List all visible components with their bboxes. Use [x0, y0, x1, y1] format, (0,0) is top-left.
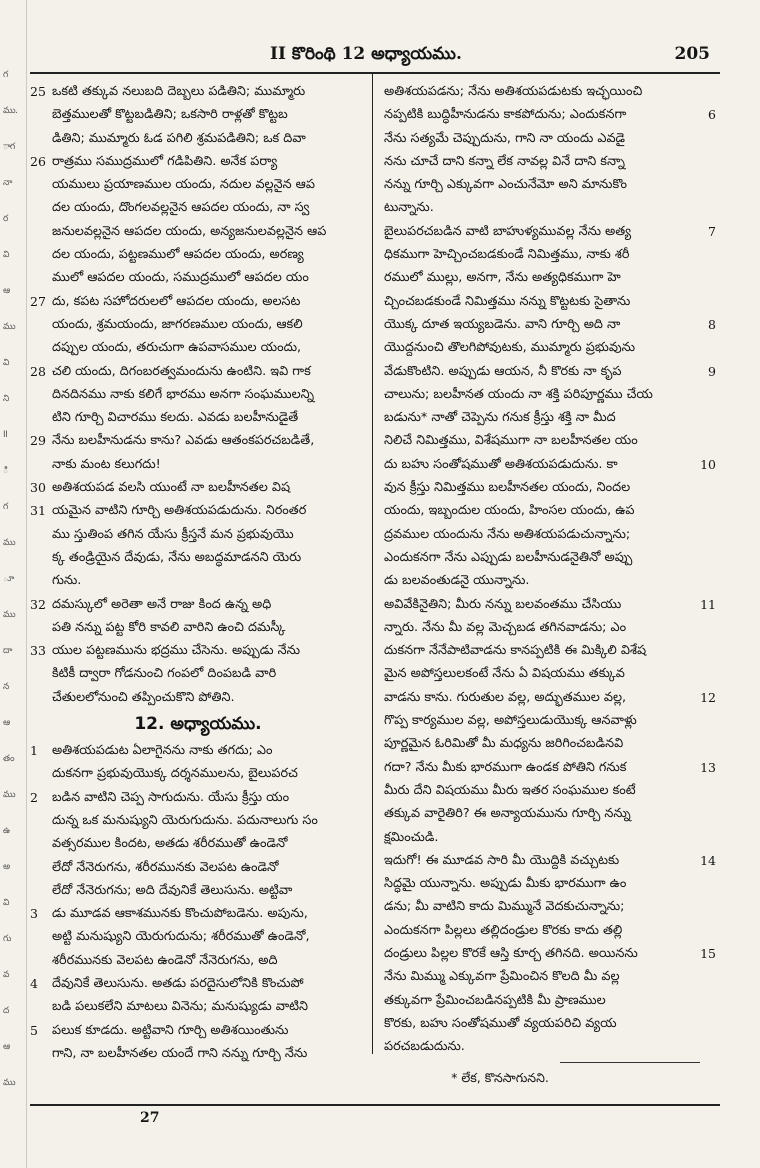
- text-line: [30, 1042, 366, 1065]
- text-line: [380, 593, 716, 616]
- verse-text: దల యందు, పట్టణములో ఆపదల యందు, అరణ్య: [52, 247, 304, 263]
- margin-fragment: ము: [3, 790, 16, 800]
- text-line: [380, 802, 716, 825]
- verse-text: వేడుకొంటిని. అప్పుడు ఆయన, నీ కొరకు నా కృప: [384, 363, 622, 379]
- text-line: [30, 569, 366, 592]
- page-header: [30, 40, 720, 70]
- text-line: [380, 360, 716, 383]
- margin-fragment: నా: [3, 178, 12, 188]
- verse-text: డితిని; ముమ్మారు ఓడ పగిలి శ్రమపడితిని; ఒక దివా: [52, 130, 306, 146]
- text-line: [380, 499, 716, 522]
- margin-fragment: గు: [3, 934, 11, 944]
- margin-fragment: ాగ: [3, 142, 15, 152]
- verse-text: క్క తండ్రియైన దేవుడు, నేను అబద్ధమాడనని యెరు: [52, 549, 302, 565]
- text-line: [380, 989, 716, 1012]
- margin-fragment: గ: [3, 70, 8, 80]
- text-line: [30, 902, 366, 925]
- page-number: 205: [674, 44, 710, 64]
- verse-number: 15: [700, 945, 716, 961]
- margin-fragment: ము: [3, 1078, 16, 1088]
- verse-text: యొక్క దూత ఇయ్యబడెను. వాని గూర్చి అది నా: [384, 316, 621, 332]
- text-line: [30, 453, 366, 476]
- text-line: [380, 220, 716, 243]
- text-line: [380, 942, 716, 965]
- verse-text: బడి పలుకలేని మాటలు వినెను; మనుష్యుడు వాటిని: [52, 999, 308, 1015]
- left-column: [30, 80, 366, 1061]
- text-line: [30, 972, 366, 995]
- text-line: [380, 1012, 716, 1035]
- text-line: [30, 150, 366, 173]
- verse-text: బైలుపరచబడిన వాటి బాహుళ్యమువల్ల నేను అత్య: [384, 223, 632, 239]
- text-line: [380, 453, 716, 476]
- verse-text: ము స్తుతింప తగిన యేసు క్రీస్తనే మన ప్రభువుయొ: [52, 526, 294, 542]
- margin-fragment: తం: [3, 754, 15, 764]
- verse-number: 10: [700, 456, 716, 472]
- verse-text: డు మూడవ ఆకాశమునకు కొంచుపోబడెను. అపును,: [52, 906, 308, 922]
- verse-text: పూర్ణమైన ఓరిమితో మీ మధ్యను జరిగించబడినవి: [384, 736, 624, 752]
- text-line: [30, 196, 366, 219]
- text-line: [30, 786, 366, 809]
- verse-text: ఎందుకనగా నేను ఎప్పుడు బలహీనుడనైతినో అప్పు: [384, 549, 633, 565]
- text-line: [30, 313, 366, 336]
- verse-text: యొద్దనుంచి తొలగిపోవుటకు, ముమ్మారు ప్రభువును: [384, 340, 636, 356]
- margin-fragment: ఆ: [3, 286, 10, 296]
- verse-text: గొప్ప కార్యముల వల్ల, అపోస్తలుడుయొక్క ఆనవాళ్లు: [384, 713, 637, 729]
- verse-number: 26: [30, 153, 46, 169]
- verse-number: 14: [700, 852, 716, 868]
- margin-fragment: ర: [3, 214, 8, 224]
- verse-text: దు బహు సంతోషముతో అతిశయపడుదును. కా: [384, 456, 618, 472]
- verse-text: కొరకు, బహు సంతోషముతో వ్యయపరిచి వ్యయ: [384, 1015, 617, 1031]
- verse-text: శరీరమునకు వెలపట ఉండెనో నేనెరుగను, అది: [52, 952, 278, 968]
- text-line: [30, 809, 366, 832]
- text-line: [380, 429, 716, 452]
- verse-text: యములు ప్రయాణముల యందు, నదుల వల్లనైన ఆప: [52, 177, 315, 193]
- verse-text: చలి యందు, దిగంబరత్వమందును ఉంటిని. ఇవి గాక: [52, 363, 311, 379]
- verse-text: క్షమించుడి.: [384, 829, 439, 845]
- verse-text: లేదో నేనెరుగను; అది దేవునికే తెలుసును. అట్టివా: [52, 882, 293, 898]
- text-line: [380, 895, 716, 918]
- verse-text: తక్కువగా ప్రేమించబడినప్పటికి మీ ప్రాణముల: [384, 992, 606, 1008]
- verse-number: 3: [30, 906, 38, 922]
- verse-text: మైన అపోస్తలులకంటే నేను ఏ విషయము తక్కువ: [384, 666, 625, 682]
- footer-rule: [30, 1104, 720, 1106]
- verse-text: అట్టి మనుష్యుని యెరుగుదును; శరీరముతో ఉండెనో,: [52, 929, 310, 945]
- verse-text: అవివేకినైతిని; మీరు నన్ను బలవంతము చేసియు: [384, 596, 622, 612]
- verse-text: యమైన వాటిని గూర్చి అతిశయపడుదును. నిరంతర: [52, 503, 307, 519]
- text-line: [380, 476, 716, 499]
- running-title: II కొరింథి 12 అధ్యాయము.: [270, 44, 462, 64]
- text-line: [30, 383, 366, 406]
- verse-number: 31: [30, 503, 46, 519]
- verse-text: నిలిచే నిమిత్తము, విశేషముగా నా బలహీనతల యం: [384, 433, 638, 449]
- margin-fragment: ము: [3, 322, 16, 332]
- text-line: [30, 103, 366, 126]
- verse-text: బెత్తములతో కొట్టబడితిని; ఒకసారి రాళ్లతో కొట్టబ: [52, 107, 288, 123]
- verse-number: 1: [30, 743, 38, 759]
- text-line: [380, 336, 716, 359]
- verse-number: 4: [30, 975, 38, 991]
- text-line: [30, 949, 366, 972]
- verse-text: న్నారు. నేను మీ వల్ల మెచ్చబడ తగినవాడను; ఎం: [384, 619, 627, 635]
- verse-text: టిని గూర్చి విచారము కలదు. ఎవడు బలహీనుడైతే: [52, 410, 299, 426]
- text-line: [380, 266, 716, 289]
- text-line: [380, 103, 716, 126]
- text-line: [30, 856, 366, 879]
- right-column: [380, 80, 716, 1055]
- text-line: [380, 849, 716, 872]
- text-line: [380, 965, 716, 988]
- text-line: [30, 639, 366, 662]
- verse-text: గాని, నా బలహీనతల యందే గాని నన్ను గూర్చి నేను: [52, 1045, 308, 1061]
- text-line: [380, 919, 716, 942]
- verse-text: పరచబడుదును.: [384, 1039, 465, 1055]
- text-line: [380, 523, 716, 546]
- text-line: [380, 1035, 716, 1058]
- verse-text: దమస్కులో అరెతా అనే రాజు కింద ఉన్న అధి: [52, 596, 272, 612]
- margin-fragment: ము: [3, 538, 16, 548]
- verse-text: వత్సరముల కిందట, అతడు శరీరముతో ఉండెనో: [52, 836, 288, 852]
- verse-text: దున్న ఒక మనుష్యుని యెరుగుదును. పదునాలుగు సం: [52, 812, 318, 828]
- text-line: [30, 429, 366, 452]
- verse-text: దల యందు, దొంగలవల్లనైన ఆపదల యందు, నా స్వ: [52, 200, 310, 216]
- verse-text: దుకనగా నేనేపాటివాడను కానప్పటికి ఈ మిక్కిలి విశేష: [384, 643, 647, 659]
- footnote-rule: [560, 1062, 700, 1063]
- text-line: [30, 616, 366, 639]
- text-line: [380, 709, 716, 732]
- verse-text: యందు, శ్రమయందు, జాగరణముల యందు, ఆకలి: [52, 316, 303, 332]
- margin-fragment: ని: [3, 394, 9, 404]
- text-line: [380, 569, 716, 592]
- verse-text: యుల పట్టణమును భద్రము చేసెను. అప్పుడు నేను: [52, 643, 301, 659]
- verse-text: తక్కువ వారైతిరి? ఈ అన్యాయమును గూర్చి నన్ను: [384, 806, 631, 822]
- verse-number: 27: [30, 293, 46, 309]
- margin-fragment: ము: [3, 610, 16, 620]
- verse-number: 30: [30, 480, 46, 496]
- verse-text: పలుక కూడదు. అట్టివాని గూర్చి అతిశయింతును: [52, 1022, 289, 1038]
- text-line: [30, 266, 366, 289]
- text-line: [30, 879, 366, 902]
- margin-fragment: ము.: [3, 106, 18, 116]
- text-line: [380, 826, 716, 849]
- verse-text: నేను మిమ్ము ఎక్కువగా ప్రేమించిన కొలది మీ వల్ల: [384, 969, 620, 985]
- verse-text: గును.: [52, 573, 82, 589]
- verse-text: లేదో నేనెరుగను, శరీరమునకు వెలపట ఉండెనో: [52, 859, 279, 875]
- margin-fragment: వ: [3, 970, 9, 980]
- verse-number: 12: [700, 689, 716, 705]
- verse-text: దుకనగా ప్రభువుయొక్క దర్శనములను, బైలుపరచ: [52, 766, 298, 782]
- verse-text: డు బలవంతుడనై యున్నాను.: [384, 573, 530, 589]
- verse-text: దు, కపట సహోదరులలో ఆపదల యందు, అలసట: [52, 293, 301, 309]
- text-line: [30, 995, 366, 1018]
- verse-text: ఎందుకనగా పిల్లలు తల్లిదండ్రుల కొరకు కాదు తల్లి: [384, 922, 623, 938]
- verse-number: 2: [30, 789, 38, 805]
- verse-text: డను; మీ వాటిని కాదు మిమ్మునే వెదకుచున్నాను;: [384, 899, 625, 915]
- verse-text: బడిన వాటిని చెప్ప సాగుదును. యేసు క్రీస్తు యం: [52, 789, 290, 805]
- verse-text: గదా? నేను మీకు భారముగా ఉండక పోతిని గనుక: [384, 759, 627, 775]
- text-line: [380, 732, 716, 755]
- text-line: [380, 639, 716, 662]
- verse-text: రాత్రము సముద్రములో గడిపితిని. అనేక పర్యా: [52, 153, 278, 169]
- text-line: [30, 173, 366, 196]
- text-line: [380, 406, 716, 429]
- verse-text: చ్చించబడకుండే నిమిత్తము నన్ను కొట్టటకు సైతాను: [384, 293, 631, 309]
- verse-text: వాడను కాను. గురుతుల వల్ల, అద్భుతముల వల్ల,: [384, 689, 627, 705]
- column-divider: [372, 74, 373, 1054]
- text-line: [30, 476, 366, 499]
- verse-text: అతిశయపడ వలసి యుంటే నా బలహీనతల విష: [52, 480, 291, 496]
- verse-number: 5: [30, 1022, 38, 1038]
- text-line: [380, 756, 716, 779]
- verse-number: 13: [700, 759, 716, 775]
- verse-number: 9: [708, 363, 716, 379]
- verse-number: 28: [30, 363, 46, 379]
- text-line: [30, 925, 366, 948]
- verse-number: 32: [30, 596, 46, 612]
- text-line: [30, 832, 366, 855]
- verse-number: 6: [708, 107, 716, 123]
- footnote: * లేక, కొనసాగునని.: [451, 1070, 549, 1085]
- margin-fragment: అ: [3, 862, 10, 872]
- text-line: [30, 762, 366, 785]
- verse-text: నన్ను గూర్చి ఎక్కువగా ఎంచునేమో అని మానుకొం: [384, 177, 628, 193]
- text-line: [30, 336, 366, 359]
- verse-text: చాలును; బలహీనత యందు నా శక్తి పరిపూర్ణము చేయ: [384, 386, 653, 402]
- verse-text: ఇదుగో! ఈ మూడవ సారి మీ యొద్దికి వచ్చుటకు: [384, 852, 620, 868]
- header-rule: [30, 72, 720, 74]
- verse-text: ద్రవముల యందును నేను అతిశయపడుచున్నాను;: [384, 526, 631, 542]
- chapter-heading: 12. అధ్యాయము.: [134, 714, 262, 735]
- verse-text: దప్పుల యందు, తరుచుగా ఉపవాసముల యందు,: [52, 340, 302, 356]
- verse-text: అతిశయపడుట ఏలాగైనను నాకు తగదు; ఎం: [52, 743, 273, 759]
- verse-text: మీరు దేని విషయము మీరు ఇతర సంఘముల కంటే: [384, 782, 636, 798]
- verse-text: జనులవల్లనైన ఆపదల యందు, అన్యజనులవల్లనైన ఆప: [52, 223, 327, 239]
- facing-page-margin: [0, 0, 27, 1168]
- verse-text: ఒకటి తక్కువ నలుబది దెబ్బలు పడితిని; ముమ్మారు: [52, 84, 306, 99]
- text-line: [380, 872, 716, 895]
- verse-number: 7: [708, 223, 716, 239]
- margin-fragment: వి: [3, 358, 9, 368]
- verse-text: టున్నాను.: [384, 200, 434, 216]
- text-line: [380, 290, 716, 313]
- margin-fragment: ఉ: [3, 826, 10, 836]
- text-line: [30, 1019, 366, 1042]
- verse-text: అతిశయపడను; నేను అతిశయపడుటకు ఇచ్ఛయించి: [384, 84, 643, 99]
- margin-fragment: వి: [3, 250, 9, 260]
- text-line: [30, 593, 366, 616]
- verse-text: చేతులలోనుంచి తప్పించుకొని పోతిని.: [52, 689, 235, 705]
- verse-text: బడును* నాతో చెప్పెను గనుక క్రీస్తు శక్తి నా మీద: [384, 410, 616, 426]
- text-line: [30, 127, 366, 150]
- text-line: [380, 196, 716, 219]
- text-line: [380, 80, 716, 103]
- text-line: [380, 243, 716, 266]
- text-line: [30, 243, 366, 266]
- text-line: [30, 290, 366, 313]
- verse-number: 25: [30, 84, 46, 99]
- text-line: [30, 546, 366, 569]
- verse-text: పతి నన్ను పట్ట కోరి కావలి వారిని ఉంచి దమస్కీ: [52, 619, 286, 635]
- margin-fragment: గ: [3, 502, 8, 512]
- verse-text: వున క్రీస్తు నిమిత్తము బలహీనతల యందు, నిందల: [384, 480, 631, 496]
- text-line: [380, 546, 716, 569]
- margin-fragment: న: [3, 682, 9, 692]
- text-line: [30, 662, 366, 685]
- margin-fragment: ద: [3, 1006, 9, 1016]
- text-line: [30, 220, 366, 243]
- verse-text: దండ్రులు పిల్లల కొరకే ఆస్తి కూర్చ తగినది. అయినను: [384, 945, 638, 961]
- text-line: [380, 616, 716, 639]
- text-line: [380, 313, 716, 336]
- text-line: [30, 523, 366, 546]
- verse-number: 29: [30, 433, 46, 449]
- margin-fragment: వి: [3, 898, 9, 908]
- signature-mark: 27: [140, 1110, 160, 1126]
- verse-text: ధికముగా హెచ్చించబడకుండే నిమిత్తము, నాకు శరీ: [384, 247, 630, 263]
- margin-fragment: II: [3, 430, 8, 440]
- text-line: [380, 779, 716, 802]
- margin-fragment: దా: [3, 646, 12, 656]
- text-line: [380, 173, 716, 196]
- verse-text: సిద్ధమై యున్నాను. అప్పుడు మీకు భారముగా ఉం: [384, 876, 627, 892]
- margin-fragment: ఆ: [3, 1042, 10, 1052]
- text-line: [30, 739, 366, 762]
- margin-fragment: ూ: [3, 574, 14, 584]
- text-line: [380, 662, 716, 685]
- text-line: [30, 360, 366, 383]
- text-line: [30, 499, 366, 522]
- text-line: [30, 406, 366, 429]
- text-line: [30, 80, 366, 103]
- text-line: [380, 686, 716, 709]
- verse-text: నేను సత్యమే చెప్పుదును, గాని నా యందు ఎవడై: [384, 130, 626, 146]
- text-line: [380, 150, 716, 173]
- text-line: [380, 127, 716, 150]
- margin-fragment: ి: [3, 466, 8, 476]
- verse-text: కిటికీ ద్వారా గోడనుంచి గంపలో దింపబడి వారి: [52, 666, 277, 682]
- verse-text: దేవునికే తెలుసును. అతడు పరదైసులోనికి కొంచుపో: [52, 975, 304, 991]
- verse-text: నాకు మంట కలుగదు!: [52, 456, 161, 472]
- text-line: [380, 383, 716, 406]
- verse-text: ములో ఆపదల యందు, సముద్రములో ఆపదల యం: [52, 270, 309, 286]
- verse-text: యందు, ఇబ్బందుల యందు, హింసల యందు, ఉప: [384, 503, 635, 519]
- verse-text: దినదినము నాకు కలిగే భారము అనగా సంఘములన్ని: [52, 386, 315, 402]
- verse-text: నేను బలహీనుడను కాను? ఎవడు ఆతంకపరచబడితే,: [52, 433, 315, 449]
- verse-text: నప్పటికి బుద్ధిహీనుడను కాకపోదును; ఎందుకనగా: [384, 107, 627, 123]
- verse-text: నను చూచే దాని కన్నా లేక నావల్ల వినే దాని కన్నా: [384, 153, 625, 169]
- verse-text: రములో ముల్లు, అనగా, నేను అత్యధికముగా హె: [384, 270, 621, 286]
- margin-fragment: ఆ: [3, 718, 10, 728]
- verse-number: 8: [708, 316, 716, 332]
- verse-number: 33: [30, 643, 46, 659]
- verse-number: 11: [700, 596, 716, 612]
- text-line: [30, 686, 366, 709]
